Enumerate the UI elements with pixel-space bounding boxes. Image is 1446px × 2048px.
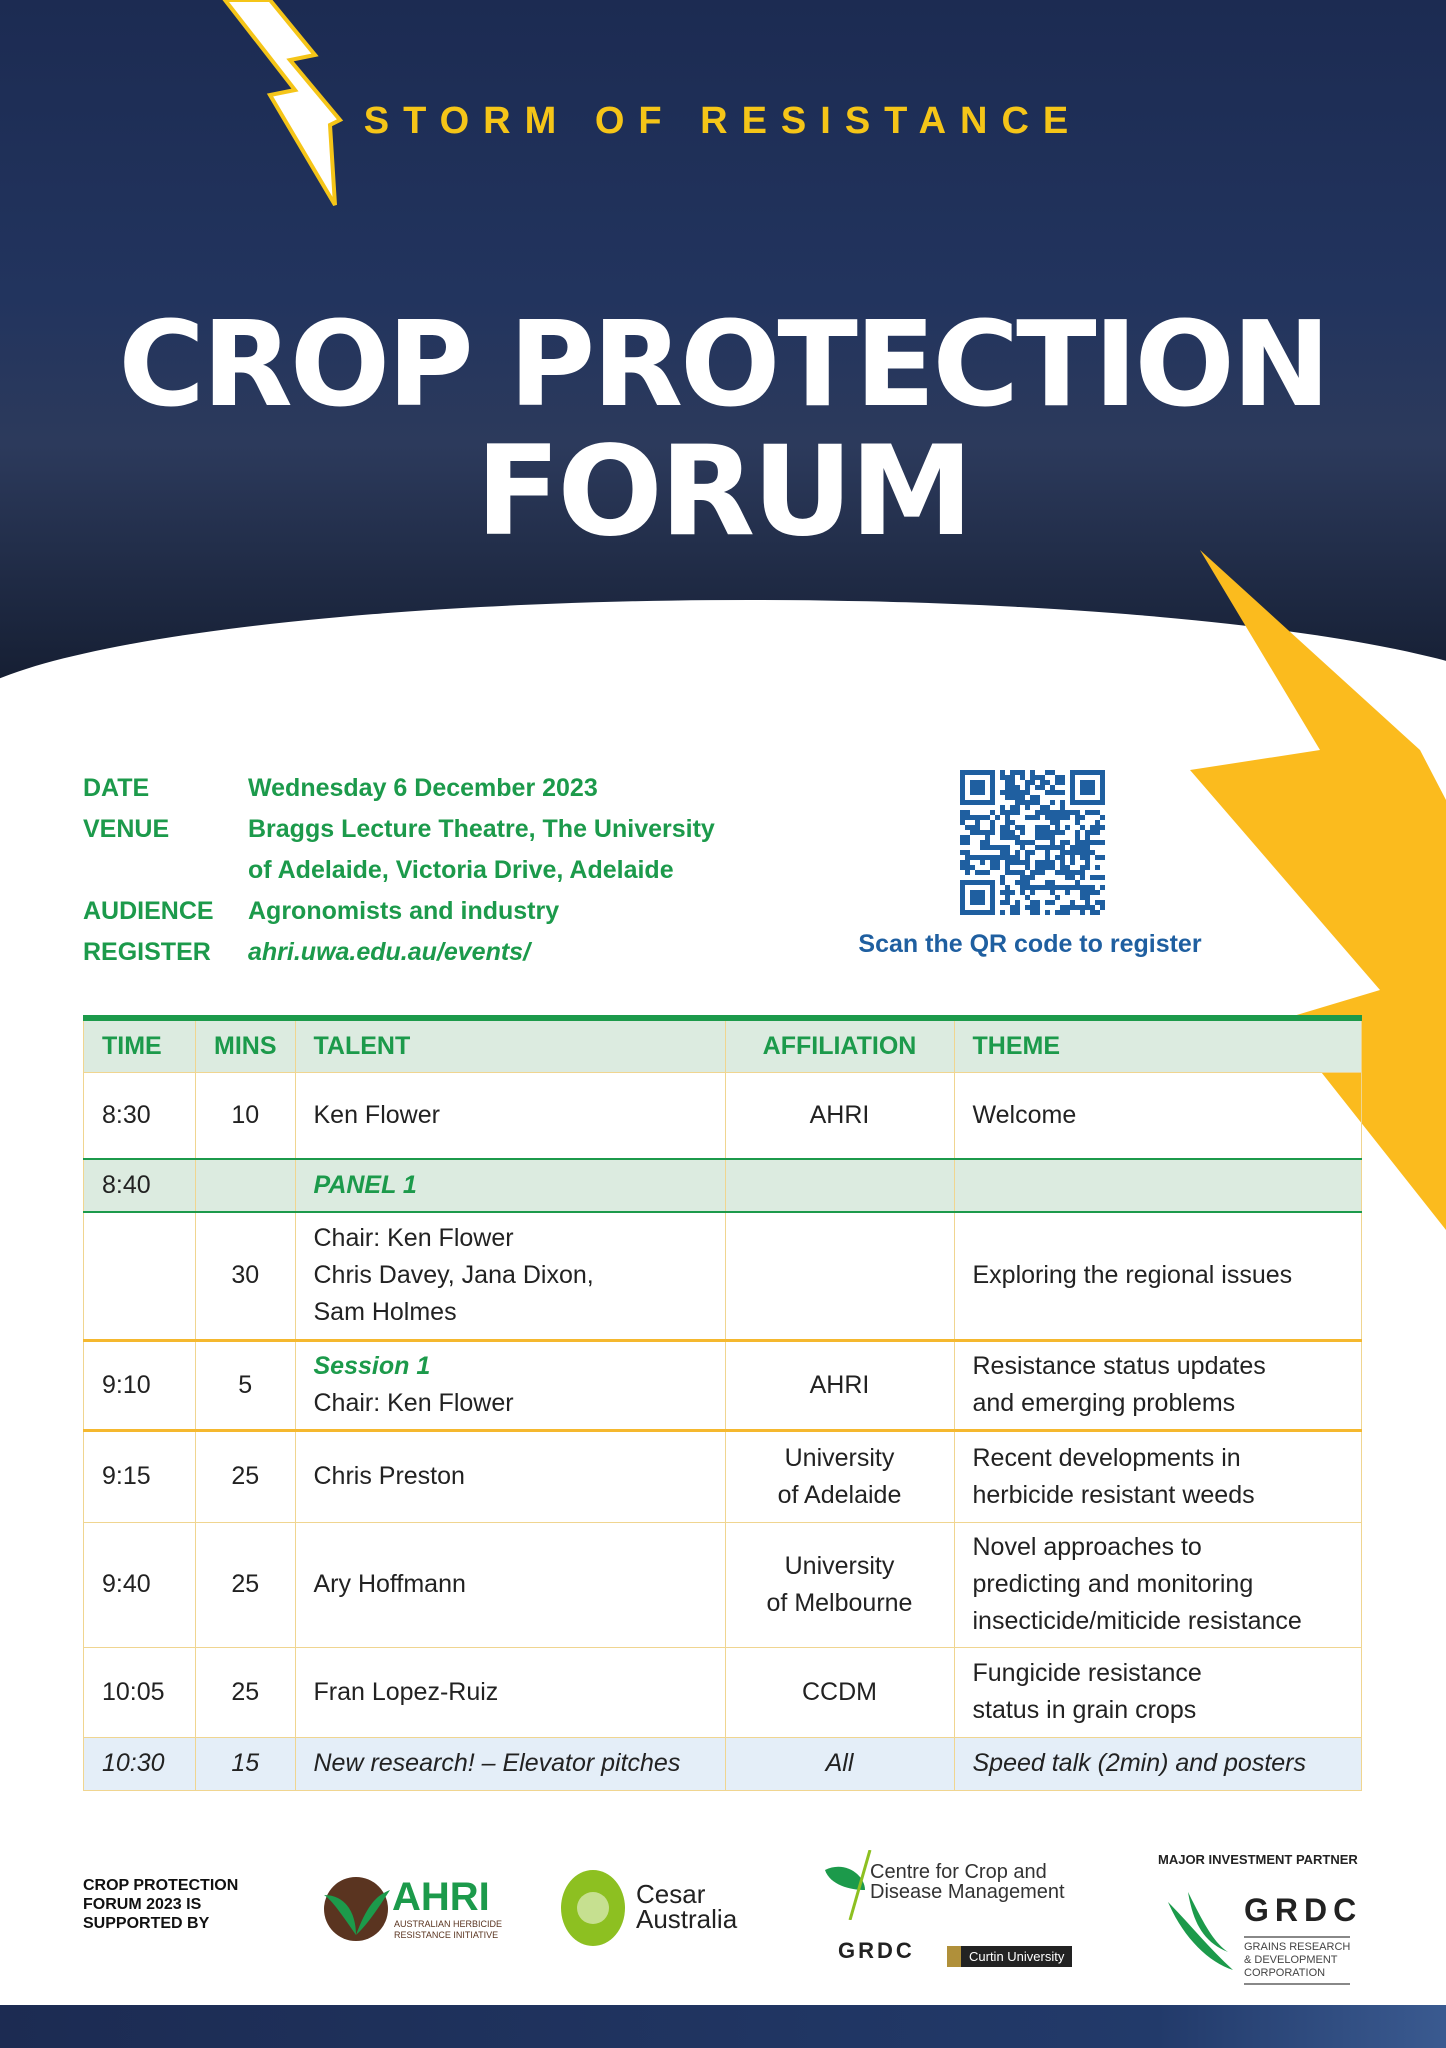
cesar-icon (560, 1868, 626, 1948)
grdc-wheat-icon (1158, 1892, 1238, 1972)
header-mins: MINS (196, 1018, 296, 1072)
cesar-australia-logo: Cesar Australia (560, 1868, 626, 1953)
footer-band (0, 2005, 1446, 2048)
cell-time: 9:10 (84, 1340, 196, 1430)
cell-theme: Welcome (954, 1072, 1362, 1159)
cell-talent: Session 1 Chair: Ken Flower (295, 1340, 725, 1430)
cell-mins: 25 (196, 1647, 296, 1737)
cell-talent: PANEL 1 (295, 1159, 725, 1212)
date-label: DATE (83, 774, 150, 802)
cell-time: 10:05 (84, 1647, 196, 1737)
schedule-table (83, 1015, 1362, 1791)
table-row (84, 1647, 1362, 1737)
cell-talent: Ary Hoffmann (295, 1522, 725, 1647)
cell-mins: 10 (196, 1072, 296, 1159)
cell-talent: Ken Flower (295, 1072, 725, 1159)
header-talent: TALENT (295, 1018, 725, 1072)
cell-mins: 5 (196, 1340, 296, 1430)
header-theme: THEME (954, 1018, 1362, 1072)
cell-time: 10:30 (84, 1737, 196, 1790)
kicker: STORM OF RESISTANCE (363, 100, 1083, 142)
table-row (84, 1430, 1362, 1522)
header-affiliation: AFFILIATION (725, 1018, 954, 1072)
cell-mins: 15 (196, 1737, 296, 1790)
cell-affiliation: AHRI (725, 1072, 954, 1159)
table-row (84, 1212, 1362, 1340)
cell-theme: Exploring the regional issues (954, 1212, 1362, 1340)
cell-time: 8:30 (84, 1072, 196, 1159)
table-row-panel (84, 1159, 1362, 1212)
audience-label: AUDIENCE (83, 897, 214, 925)
table-row (84, 1072, 1362, 1159)
register-link[interactable]: ahri.uwa.edu.au/events/ (248, 938, 531, 966)
venue-value-2: of Adelaide, Victoria Drive, Adelaide (248, 856, 674, 884)
header-time: TIME (84, 1018, 196, 1072)
cell-talent: Chris Preston (295, 1430, 725, 1522)
cell-affiliation: AHRI (725, 1340, 954, 1430)
cell-time: 9:15 (84, 1430, 196, 1522)
event-info (83, 768, 715, 973)
supported-by: CROP PROTECTION FORUM 2023 IS SUPPORTED BY (83, 1877, 239, 1932)
cell-affiliation: University of Melbourne (725, 1522, 954, 1647)
cell-talent: Chair: Ken Flower Chris Davey, Jana Dixon, Sam Holmes (295, 1212, 725, 1340)
cell-mins: 25 (196, 1522, 296, 1647)
cell-theme: Recent developments in herbicide resistant weeds (954, 1430, 1362, 1522)
qr-caption: Scan the QR code to register (858, 930, 1202, 958)
cell-time: 9:40 (84, 1522, 196, 1647)
cell-affiliation: University of Adelaide (725, 1430, 954, 1522)
register-label: REGISTER (83, 938, 211, 966)
cell-time: 8:40 (84, 1159, 196, 1212)
grdc-partner-logo: MAJOR INVESTMENT PARTNER GRDC GRAINS RESEARCH & DEVELOPMENT CORPORATION (1158, 1852, 1358, 1867)
cell-theme: Resistance status updates and emerging problems (954, 1340, 1362, 1430)
venue-value: Braggs Lecture Theatre, The University (248, 815, 715, 843)
table-row (84, 1737, 1362, 1790)
cell-affiliation: CCDM (725, 1647, 954, 1737)
sponsors-footer: CROP PROTECTION FORUM 2023 IS SUPPORTED BY AHRI AUSTRALIAN HERBICIDE RESISTANCE INITIATIVE Cesar Australia Centre for Crop and Disease Management GRDC Curtin University MAJOR INVESTMENT PARTNER GRDC GRAINS RESEARCH & DEVELOPMENT CORPORATION (0, 1840, 1446, 2000)
cell-mins: 30 (196, 1212, 296, 1340)
cell-theme: Novel approaches to predicting and monitoring insecticide/miticide resistance (954, 1522, 1362, 1647)
title-line-2: FORUM (475, 420, 971, 564)
cell-affiliation: All (725, 1737, 954, 1790)
title-line-1: CROP PROTECTION (118, 295, 1328, 433)
date-value: Wednesday 6 December 2023 (248, 774, 598, 802)
cell-mins: 25 (196, 1430, 296, 1522)
audience-value: Agronomists and industry (248, 897, 560, 925)
qr-code[interactable] (960, 770, 1105, 915)
table-row (84, 1340, 1362, 1430)
cell-talent: Fran Lopez-Ruiz (295, 1647, 725, 1737)
cell-theme: Speed talk (2min) and posters (954, 1737, 1362, 1790)
table-row (84, 1522, 1362, 1647)
cell-talent: New research! – Elevator pitches (295, 1737, 725, 1790)
ahri-leaf-icon (322, 1875, 390, 1943)
cell-theme: Fungicide resistance status in grain crops (954, 1647, 1362, 1737)
venue-label: VENUE (83, 815, 170, 843)
